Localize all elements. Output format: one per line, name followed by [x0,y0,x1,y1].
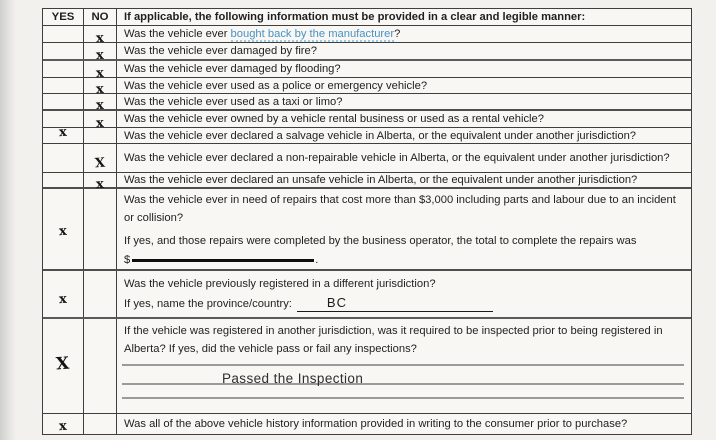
table-header-row [43,9,691,26]
row-unsafe [43,173,691,192]
amount-line [124,252,685,270]
question-text: Was the vehicle ever damaged by flooding? [124,63,341,75]
no-cell[interactable] [84,173,117,192]
check-mark: x [95,115,105,131]
no-cell[interactable] [84,61,117,81]
no-cell[interactable] [84,111,117,131]
answer-line-3[interactable] [122,397,684,399]
yes-cell[interactable] [43,173,84,187]
question-block [117,319,691,413]
question-text: Was the vehicle ever declared a non-repairable vehicle in Alberta, or the equivalent under another jurisdiction? [124,152,670,164]
row-provided-in-writing [43,414,691,434]
province-fill-line[interactable] [297,294,493,313]
province-value: BC [326,294,347,310]
yes-cell[interactable] [43,271,84,317]
question-text: Was the vehicle previously registered in a different jurisdiction? [124,278,436,290]
currency-symbol: $ [124,253,131,266]
question-text: Was the vehicle ever in need of repairs that cost more than $3,000 including parts and labour due to an incident or collision? [124,194,676,224]
check-mark: x [95,30,105,46]
question-text: Was the vehicle ever declared a salvage vehicle in Alberta, or the equivalent under another jurisdiction? [124,129,637,142]
check-mark: X [55,353,71,374]
row-repairs [43,189,691,271]
no-cell[interactable] [84,271,117,317]
row-previous-jurisdiction [43,271,691,319]
question-text: Was the vehicle ever used as a police or emergency vehicle? [124,79,428,92]
no-cell[interactable] [84,144,117,172]
row-bought-back [43,26,691,46]
inspection-answer-handwriting: Passed the Inspection [222,370,364,386]
question-line2: If yes, and those repairs were completed by the business operator, the total to complete the repairs was [124,235,637,247]
buyback-link[interactable]: bought back by the manufacturer [230,28,395,40]
answer-line-1[interactable] [122,364,684,366]
check-mark: x [58,291,68,307]
question-text: If the vehicle was registered in another jurisdiction, was it required to be inspected prior to being registered in Alberta? If yes, did the vehicle pass or fail any inspections? [124,325,663,355]
page-edge-shadow [0,0,16,440]
row-non-repairable [43,144,691,173]
row-police [43,78,691,98]
question-suffix: ? [394,28,401,40]
question-text: Was the vehicle ever damaged by fire? [124,45,317,57]
row-rental [43,111,691,131]
check-mark: x [95,176,105,192]
question-block [117,189,691,269]
yes-cell[interactable] [43,414,84,434]
no-cell[interactable] [84,189,117,269]
check-mark: x [58,418,68,434]
header-instruction: If applicable, the following information must be provided in a clear and legible manner: [124,11,586,23]
question-text: Was the vehicle ever owned by a vehicle rental business or used as a rental vehicle? [124,113,544,125]
question-text: Was the vehicle ever used as a taxi or limo? [124,95,343,108]
yes-cell[interactable] [43,61,84,77]
row-fire [43,43,691,61]
row-taxi [43,94,691,114]
no-cell[interactable] [84,43,117,63]
yes-cell[interactable] [43,189,84,269]
check-mark: x [95,81,105,98]
no-cell[interactable] [84,319,117,413]
check-mark: x [95,97,105,114]
question-block [117,271,691,317]
row-flooding [43,61,691,81]
yes-cell[interactable] [43,124,84,143]
amount-fill-line[interactable] [132,259,314,262]
row-salvage [43,124,691,144]
no-cell[interactable] [84,78,117,98]
check-mark: x [58,223,68,239]
check-mark: x [58,124,68,141]
yes-cell[interactable] [43,26,84,42]
period: . [315,253,319,266]
question-prefix: Was the vehicle ever [124,28,231,40]
yes-cell[interactable] [43,144,84,172]
no-cell[interactable] [84,414,117,434]
question-text: Was the vehicle ever declared an unsafe vehicle in Alberta, or the equivalent under another jurisdiction? [124,174,638,186]
check-mark: x [95,65,105,81]
no-cell[interactable] [84,94,117,114]
answer-line-2[interactable] [122,383,684,385]
check-mark: X [94,155,106,171]
yes-cell[interactable] [43,43,84,59]
header-yes: YES [43,9,84,25]
question-line2: If yes, name the province/country: [124,297,292,310]
check-mark: x [95,47,105,63]
no-cell[interactable] [84,26,117,46]
yes-cell[interactable] [43,94,84,109]
province-line [124,294,685,314]
question-text: Was all of the above vehicle history information provided in writing to the consumer prior to purchase? [124,418,628,430]
row-inspection [43,319,691,414]
yes-cell[interactable] [43,78,84,93]
no-cell[interactable] [84,128,117,143]
header-no: NO [84,9,117,25]
vehicle-history-table [42,8,692,435]
question-text [117,26,691,42]
yes-cell[interactable] [43,319,84,413]
